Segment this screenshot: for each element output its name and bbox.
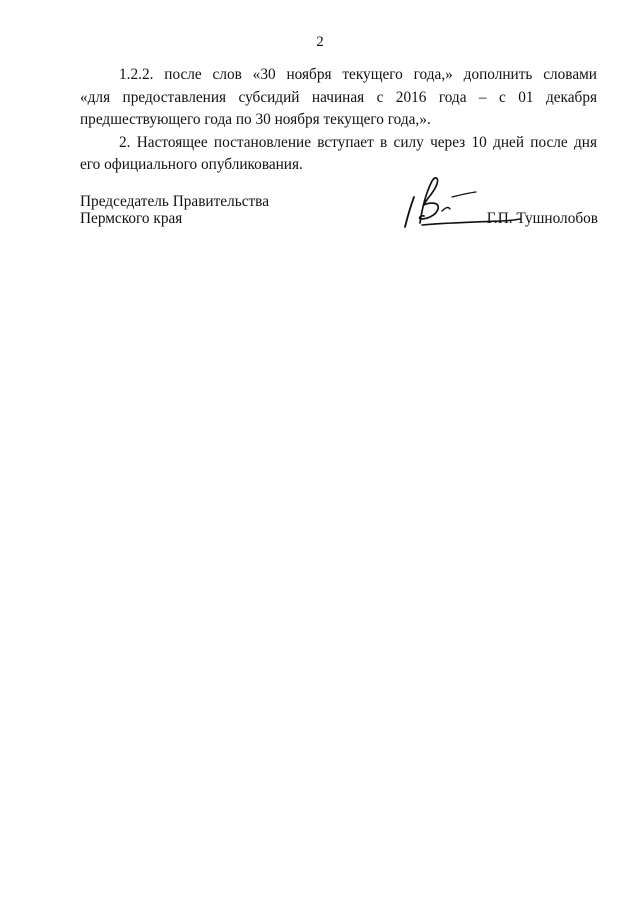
signer-title (80, 193, 269, 227)
signer-title-line: Председатель Правительства (80, 193, 269, 210)
paragraph-line: предшествующего года по 30 ноября текущего года,». (80, 111, 431, 128)
page-number: 2 (316, 34, 324, 50)
paragraph-line: 2. Настоящее постановление вступает в силу через 10 дней после дня (119, 133, 597, 151)
paragraph-line: «для предоставления субсидий начиная с 2016 года – с 01 декабря (80, 88, 597, 106)
handwritten-signature-icon (402, 175, 522, 233)
signature-block (80, 193, 600, 243)
paragraph-line: 1.2.2. после слов «30 ноября текущего года,» дополнить словами (119, 66, 597, 83)
signer-name: Г.П. Тушнолобов (486, 210, 598, 227)
paragraph-effective-date (80, 132, 597, 177)
signer-title-line: Пермского края (80, 210, 183, 227)
paragraph-amendment (80, 64, 597, 132)
document-body (80, 64, 597, 177)
paragraph-line: его официального опубликования. (80, 156, 303, 173)
